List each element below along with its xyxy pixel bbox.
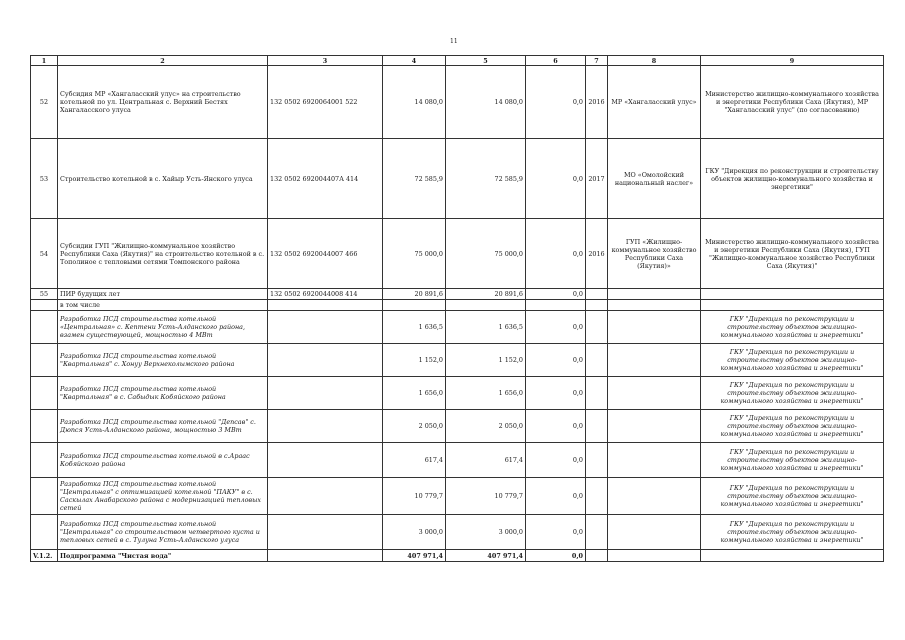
amount-other: 0,0 [526, 289, 586, 300]
responsible [701, 289, 884, 300]
amount-total: 10 779,7 [383, 478, 446, 515]
amount-budget: 72 585,9 [446, 139, 526, 219]
sub-row-name: Разработка ПСД строительства котельной «Центральная» с. Кептени Усть-Алданского района, взамен существующей, мощностью 4 МВт [58, 311, 268, 344]
amount-budget: 10 779,7 [446, 478, 526, 515]
subtotal-name: Подпрограмма "Чистая вода" [58, 550, 268, 562]
sub-row [31, 311, 884, 344]
table-row [31, 66, 884, 139]
budget-code: 132 0502 6920044007 466 [268, 219, 383, 289]
amount-budget: 1 656,0 [446, 377, 526, 410]
sub-row-name: Разработка ПСД строительства котельной "Квартальная" с. Хонуу Верхнеколымского района [58, 344, 268, 377]
amount-other: 0,0 [526, 377, 586, 410]
col-header: 3 [268, 56, 383, 66]
sub-row [31, 344, 884, 377]
amount-other: 0,0 [526, 443, 586, 478]
responsible: Министерство жилищно-коммунального хозяйства и энергетики Республики Саха (Якутия), ГУП "Жилищно-коммунальное хозяйство Республики Саха (Якутия)" [701, 219, 884, 289]
sub-row-name: Разработка ПСД строительства котельной в с.Араас Кобяйского района [58, 443, 268, 478]
amount-other: 0,0 [526, 515, 586, 550]
executor [608, 289, 701, 300]
amount-other: 0,0 [526, 344, 586, 377]
amount-budget: 1 152,0 [446, 344, 526, 377]
row-number: 54 [31, 219, 58, 289]
program-table [30, 55, 884, 562]
table-row [31, 289, 884, 300]
including-row [31, 300, 884, 311]
sub-row [31, 377, 884, 410]
sub-row-name: Разработка ПСД строительства котельной "Центральная" со строительством четвертого куста и тепловых сетей в с. Тулуна Усть-Алданского улуса [58, 515, 268, 550]
responsible: ГКУ "Дирекция по реконструкции и строительству объектов жилищно-коммунального хозяйства и энергетики" [701, 344, 884, 377]
subtotal-row [31, 550, 884, 562]
sub-row [31, 443, 884, 478]
subtotal-number: V.1.2. [31, 550, 58, 562]
executor: МР «Хангаласский улус» [608, 66, 701, 139]
col-header: 5 [446, 56, 526, 66]
amount-total: 3 000,0 [383, 515, 446, 550]
row-name: Субсидии ГУП "Жилищно-коммунальное хозяйство Республики Саха (Якутия)" на строительство котельной в с. Тополиное с тепловыми сетями Томпонского района [58, 219, 268, 289]
amount-budget: 75 000,0 [446, 219, 526, 289]
amount-total: 72 585,9 [383, 139, 446, 219]
row-name: Субсидия МР «Хангаласский улус» на строительство котельной по ул. Центральная с. Верхний Бестях Хангаласского улуса [58, 66, 268, 139]
amount-budget: 20 891,6 [446, 289, 526, 300]
col-header: 9 [701, 56, 884, 66]
budget-code: 132 0502 6920064001 522 [268, 66, 383, 139]
amount-budget: 1 636,5 [446, 311, 526, 344]
amount-other: 0,0 [526, 66, 586, 139]
year [586, 289, 608, 300]
amount-budget: 617,4 [446, 443, 526, 478]
amount-budget: 407 971,4 [446, 550, 526, 562]
col-header: 8 [608, 56, 701, 66]
amount-total: 617,4 [383, 443, 446, 478]
col-header: 2 [58, 56, 268, 66]
sub-row-name: Разработка ПСД строительства котельной "Квартальная" в с. Сабыдык Кобяйского района [58, 377, 268, 410]
row-number: 53 [31, 139, 58, 219]
budget-code: 132 0502 6920044008 414 [268, 289, 383, 300]
responsible: ГКУ "Дирекция по реконструкции и строительству объектов жилищно-коммунального хозяйства и энергетики" [701, 410, 884, 443]
amount-other: 0,0 [526, 139, 586, 219]
year: 2016 [586, 219, 608, 289]
page-number: 11 [450, 38, 458, 45]
amount-total: 2 050,0 [383, 410, 446, 443]
sub-row [31, 515, 884, 550]
row-name: Строительство котельной в с. Хайыр Усть-Янского улуса [58, 139, 268, 219]
sub-row-name: Разработка ПСД строительства котельной "Депсав" с. Дюпся Усть-Алданского района, мощностью 3 МВт [58, 410, 268, 443]
col-header: 7 [586, 56, 608, 66]
amount-total: 1 656,0 [383, 377, 446, 410]
responsible: Министерство жилищно-коммунального хозяйства и энергетики Республики Саха (Якутия), МР "Хангаласский улус" (по согласованию) [701, 66, 884, 139]
amount-total: 1 636,5 [383, 311, 446, 344]
amount-budget: 2 050,0 [446, 410, 526, 443]
column-number-row [31, 56, 884, 66]
responsible: ГКУ "Дирекция по реконструкции и строительству объектов жилищно-коммунального хозяйства и энергетики" [701, 311, 884, 344]
responsible: ГКУ "Дирекция по реконструкции и строительству объектов жилищно-коммунального хозяйства и энергетики" [701, 377, 884, 410]
row-number: 55 [31, 289, 58, 300]
sub-row [31, 410, 884, 443]
amount-budget: 14 080,0 [446, 66, 526, 139]
sub-row-name: Разработка ПСД строительства котельной "Центральная" с оптимизацией котельной "ПАКУ" в с. Саскылах Анабарского района с модернизацией тепловых сетей [58, 478, 268, 515]
col-header: 4 [383, 56, 446, 66]
executor: МО «Омолойский национальный наслег» [608, 139, 701, 219]
amount-total: 1 152,0 [383, 344, 446, 377]
amount-other: 0,0 [526, 219, 586, 289]
year: 2016 [586, 66, 608, 139]
row-name: ПИР будущих лет [58, 289, 268, 300]
amount-other: 0,0 [526, 550, 586, 562]
budget-code: 132 0502 692004407А 414 [268, 139, 383, 219]
responsible: ГКУ "Дирекция по реконструкции и строительству объектов жилищно-коммунального хозяйства и энергетики" [701, 478, 884, 515]
col-header: 6 [526, 56, 586, 66]
amount-budget: 3 000,0 [446, 515, 526, 550]
executor: ГУП «Жилищно-коммунальное хозяйство Республики Саха (Якутия)» [608, 219, 701, 289]
amount-total: 20 891,6 [383, 289, 446, 300]
amount-other: 0,0 [526, 311, 586, 344]
including-label: в том числе [58, 300, 268, 311]
table-row [31, 219, 884, 289]
sub-row [31, 478, 884, 515]
col-header: 1 [31, 56, 58, 66]
responsible: ГКУ "Дирекция по реконструкции и строительству объектов жилищно-коммунального хозяйства и энергетики" [701, 515, 884, 550]
amount-total: 75 000,0 [383, 219, 446, 289]
amount-total: 407 971,4 [383, 550, 446, 562]
amount-total: 14 080,0 [383, 66, 446, 139]
row-number: 52 [31, 66, 58, 139]
responsible: ГКУ "Дирекция по реконструкции и строительству объектов жилищно-коммунального хозяйства и энергетики" [701, 139, 884, 219]
year: 2017 [586, 139, 608, 219]
amount-other: 0,0 [526, 410, 586, 443]
table-row [31, 139, 884, 219]
amount-other: 0,0 [526, 478, 586, 515]
responsible: ГКУ "Дирекция по реконструкции и строительству объектов жилищно-коммунального хозяйства и энергетики" [701, 443, 884, 478]
